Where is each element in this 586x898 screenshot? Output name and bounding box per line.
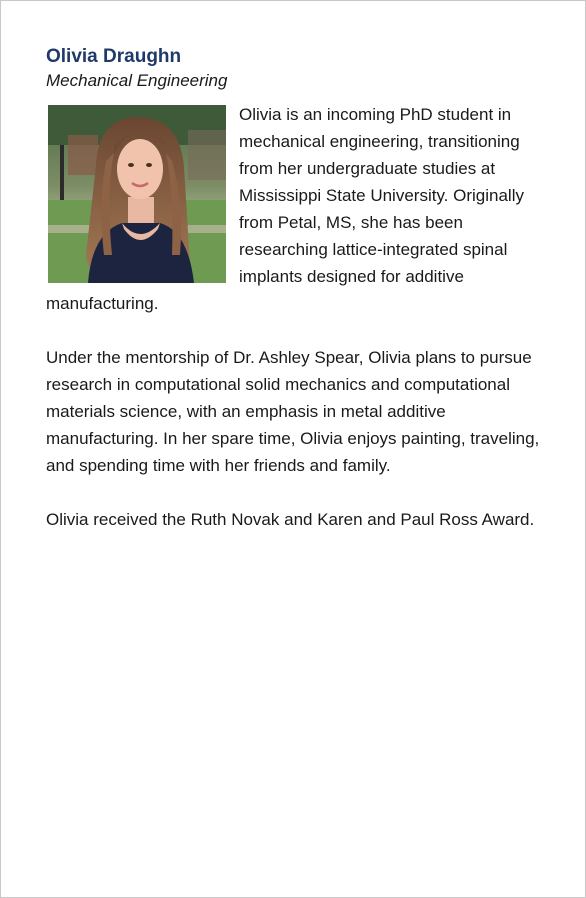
paragraph-spacer [46,479,546,506]
profile-department: Mechanical Engineering [46,71,228,90]
paragraph-spacer [46,317,546,344]
award-paragraph: Olivia received the Ruth Novak and Karen and Paul Ross Award. [46,510,535,529]
profile-content [46,45,546,533]
profile-photo [48,105,226,283]
bio-paragraph-2: Under the mentorship of Dr. Ashley Spear, Olivia plans to pursue research in computational solid mechanics and computational materials science, with an emphasis in metal additive manufacturing. In her spare time, Olivia enjoys painting, traveling, and spending time with her friends and family. [46,348,540,475]
profile-name: Olivia Draughn [46,46,182,67]
bio-paragraph-1: Olivia is an incoming PhD student in mechanical engineering, transitioning from her undergraduate studies at Mississippi State University. Originally from Petal, MS, she has been researching lattice-integrated spinal implants designed for additive manufacturing. [46,105,524,313]
portrait-image [48,105,226,283]
